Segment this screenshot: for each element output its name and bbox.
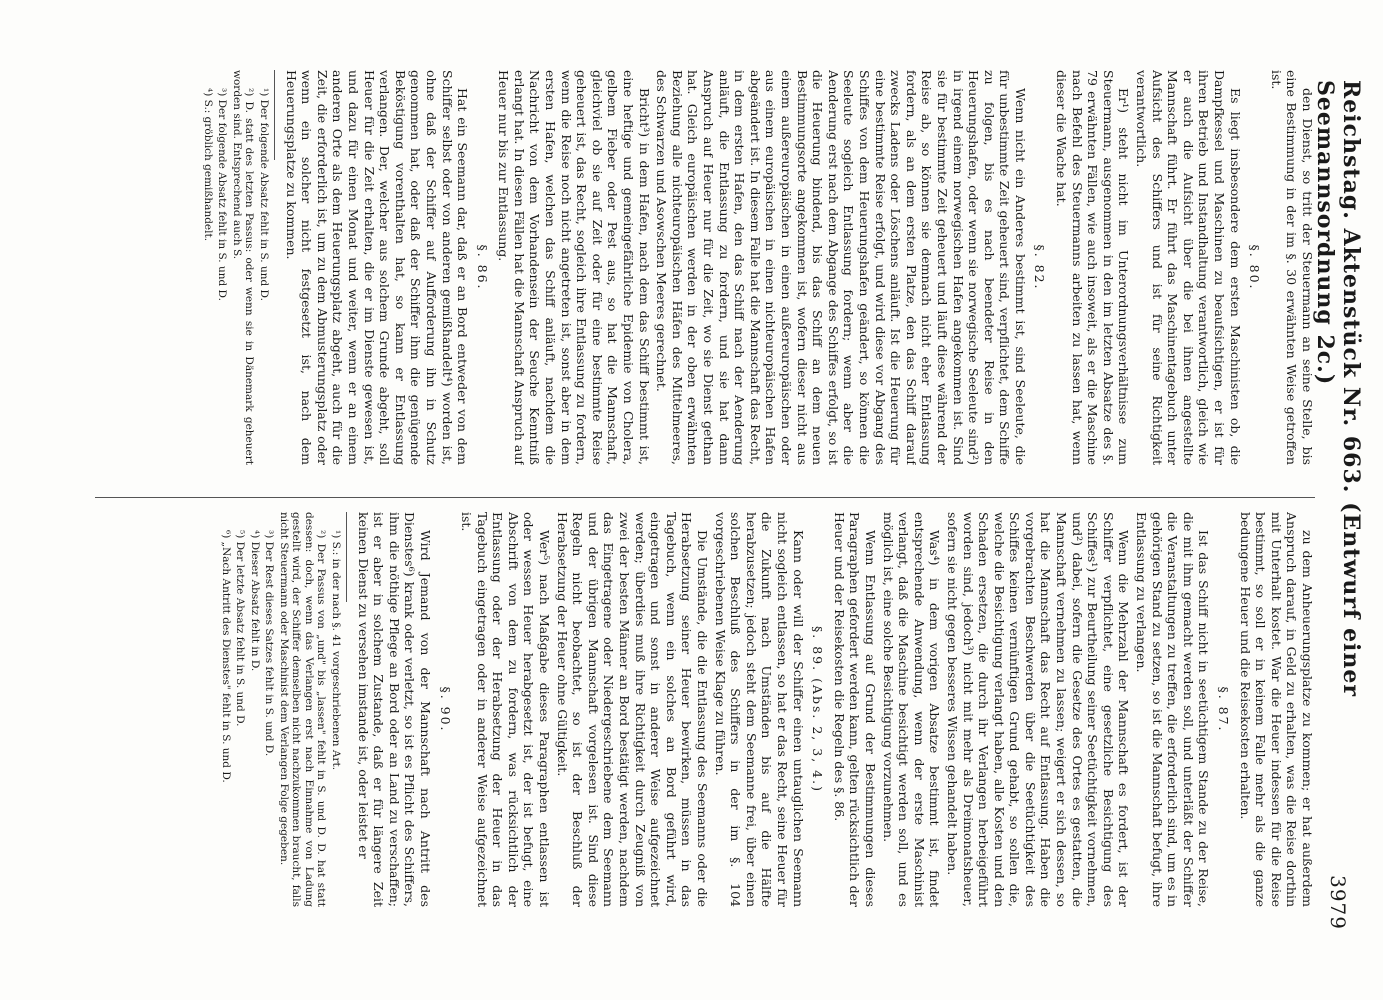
- paragraph: den Dienst, so tritt der Steuermann an seine Stelle, bis eine Bestimmung in der im §. 30 erwähnten Weise getroffen ist.: [1268, 70, 1315, 465]
- paragraph: Bricht³) in dem Hafen, nach dem das Schiff bestimmt ist, eine heftige und gemeingefährliche Epidemie von Cholera, gelbem Fieber oder Pest aus, so hat die Mannschaft, gleichviel ob sie auf Zeit oder für eine bestimmte Reise geheuert ist, das Recht, sogleich ihre Entlassung zu fordern, wenn die Reise noch nicht angetreten ist, sonst aber in dem ersten Hafen, welchen das Schiff anläuft, nachdem die Nachricht von dem Vorhandensein der Seuche Kenntniß erlangt hat. In diesen Fällen hat die Mannschaft Anspruch auf Heuer nur bis zur Entlassung.: [496, 70, 652, 465]
- footnote: ⁵) Der letzte Absatz fehlt in S. und D.: [234, 530, 247, 727]
- column-divider: [95, 497, 1315, 498]
- section-heading: §. 80.: [1247, 244, 1263, 291]
- footnote: ²) Der Passus von „und" bis „lassen" fehlt in S. und D. D. hat statt dessen: doch, wenn das Verlangen erst nach Einnahme von Ladung gestellt wird, der Schiffer demselben nicht nachzukommen braucht, falls nicht Steuermann oder Maschinist dem Verlangen Folge gegeben.: [277, 512, 328, 907]
- left-column: [85, 70, 1315, 465]
- right-column: [85, 512, 1315, 907]
- paragraph: Ist das Schiff nicht in seetüchtigem Stande zu der Reise, die mit ihm gemacht werden soll, und unterläßt der Schiffer die Veranstaltungen zu treffen, die erforderlich sind, um es in gehörigen Stand zu setzen, so ist die Mannschaft befugt, ihre Entlassung zu verlangen.: [1134, 512, 1212, 907]
- page-number: 3979: [1326, 875, 1350, 930]
- section-heading: §. 87.: [1216, 686, 1232, 733]
- paragraph: zu dem Anheuerungsplatze zu kommen; er hat außerdem Anspruch darauf, in Geld zu erhalten, was die Reise dorthin mit Unterhalt kostet. War die Heuer indessen für die Reise bestimmt, so soll er in keinem Falle mehr als die ganze bedungene Heuer und die Reisekosten erhalten.: [1237, 512, 1315, 907]
- section-heading: §. 86.: [474, 244, 490, 291]
- section-heading: §. 89. (Abs. 2, 3, 4.): [810, 626, 826, 793]
- paragraph: Was⁴) in dem vorigen Absatze bestimmt ist, findet entsprechende Anwendung, wenn der erste Maschinist verlangt, daß die Maschine besichtigt werden soll, und es möglich ist, eine solche Besichtigung vorzunehmen.: [880, 512, 943, 907]
- footnote: ¹) Der folgende Absatz fehlt in S. und D.: [258, 88, 270, 301]
- paragraph: Es liegt insbesondere dem ersten Maschinisten ob, die Dampfkessel und Maschinen zu beaufsichtigen, er ist für ihren Betrieb und Instandhaltung verantwortlich, gleich wie er auch die Aufsicht über die bei ihnen angestellte Mannschaft führt. Er führt das Maschinentagebuch unter Aufsicht des Schiffers und ist für seine Richtigkeit verantwortlich.: [1134, 70, 1243, 465]
- footnote: ³) Der folgende Absatz fehlt in S. und D.: [216, 88, 229, 301]
- paragraph: Kann oder will der Schiffer einen untauglichen Seemann nicht sogleich entlassen, so hat er das Recht, seine Heuer für die Zukunft nach Umständen bis auf die Hälfte herabzusetzen; jedoch steht dem Seemanne frei, über einen solchen Beschluß des Schiffers in der im §. 104 vorgeschriebenen Weise Klage zu führen.: [712, 512, 806, 907]
- paragraph: Wenn Entlassung auf Grund der Bestimmungen dieses Paragraphen gefordert werden kann, gelten rücksichtlich der Heuer und der Reisekosten die Regeln des §. 86.: [831, 512, 878, 907]
- paragraph: Wenn nicht ein Anderes bestimmt ist, sind Seeleute, die für unbestimmte Zeit geheuert sind, verpflichtet, dem Schiffe zu folgen, bis es nach beendeter Reise in den Heuerungshafen, oder wenn sie norwegische Seeleute sind²) in irgend einem norwegischen Hafen angekommen ist. Sind sie für bestimmte Zeit geheuert und läuft diese während der Reise ab, so können sie demnach nicht eher Entlassung fordern, als an dem ersten Platze, den das Schiff darauf zwecks Ladens oder Löschens anläuft. Ist die Heuerung für eine bestimmte Reise erfolgt, und wird diese vor Abgang des Schiffes von dem Heuerungshafen geändert, so können die Seeleute sogleich Entlassung fordern; wenn aber die Aenderung erst nach dem Abgange des Schiffes erfolgt, so ist die Heuerung bindend, bis das Schiff an dem neuen Bestimmungsorte angekommen ist, wofern dieser nicht aus einem außereuropäischen in einen außereuropäischen oder aus einem europäischen in einen nichteuropäischen Hafen abgeändert ist. In diesem Falle hat die Mannschaft das Recht, in dem ersten Hafen, den das Schiff nach der Aenderung anläuft, die Entlassung zu fordern, und sie hat dann Anspruch auf Heuer nur für die Zeit, wo sie Dienst gethan hat. Gleich europäischen werden in der oben erwähnten Beziehung alle nichteuropäischen Häfen des Mittelmeeres, des Schwarzen und Asowschen Meeres gerechnet.: [654, 70, 1028, 465]
- footnote: ⁴) S.: gröblich gemißhandelt.: [202, 88, 214, 242]
- footnote-rule: [270, 70, 275, 160]
- section-heading: §. 82.: [1032, 244, 1048, 291]
- footnote: ²) D. statt des letzten Passus: oder wenn sie in Dänemark geheuert worden sind. Entsprechend auch S.: [231, 70, 256, 465]
- footnote: ¹) S.: in der nach §. 41 vorgeschriebenen Art.: [329, 530, 342, 771]
- paragraph: Wer⁵) nach Maßgabe dieses Paragraphen entlassen ist oder wessen Heuer herabgesetzt ist, der ist befugt, eine Abschrift von dem zu fordern, was rücksichtlich der Entlassung oder der Herabsetzung der Heuer in das Tagebuch eingetragen oder in anderer Weise aufgezeichnet ist.: [459, 512, 553, 907]
- footnote: ⁶) „Nach Antritt des Dienstes" fehlt in S. und D.: [219, 530, 232, 783]
- paragraph: Die Umstände, die die Entlassung des Seemanns oder die Herabsetzung seiner Heuer bewirken, müssen in das Tagebuch, wenn ein solches an Bord geführt wird, eingetragen und sonst in anderer Weise aufgezeichnet werden; überdies muß ihre Richtigkeit durch Zeugniß von zwei der besten Männer an Bord bestätigt werden, nachdem das Eingetragene oder Niedergeschriebene dem Seemann und der übrigen Mannschaft vorgelesen ist. Sind diese Regeln nicht beobachtet, so ist der Beschluß der Herabsetzung der Heuer ohne Gültigkeit.: [554, 512, 711, 907]
- page-title: Reichstag. Aktenstück Nr. 663. (Entwurf einer Seemannsordnung 2c.): [1312, 80, 1364, 697]
- paragraph: Wenn die Mehrzahl der Mannschaft es fordert, ist der Schiffer verpflichtet, eine gesetzliche Besichtigung des Schiffes¹) zur Beurtheilung seiner Seetüchtigkeit vornehmen, und²) dabei, sofern die Gesetze des Ortes es gestatten, die Mannschaft vernehmen zu lassen; weigert er sich dessen, so hat die Mannschaft das Recht auf Entlassung. Haben die vorgebrachten Beschwerden über die Seetüchtigkeit des Schiffes keinen vernünftigen Grund gehabt, so sollen die, welche die Besichtigung verlangt haben, alle Kosten und den Schaden ersetzen, die durch ihr Verlangen herbeigeführt worden sind, jedoch³) nicht mit mehr als Dreimonatsheuer, sofern sie nicht gegen besseres Wissen gehandelt haben.: [944, 512, 1132, 907]
- paragraph: Hat ein Seemann dar, daß er an Bord entweder von dem Schiffer selbst oder von anderen gemißhandelt⁴) worden ist, ohne daß der Schiffer auf Aufforderung ihn in Schutz genommen hat, oder daß der Schiffer ihm die genügende Beköstigung vorenthalten hat, so kann er Entlassung verlangen. Der, welcher aus solchem Grunde abgeht, soll Heuer für die Zeit erhalten, die er im Dienste gewesen ist, und dazu für einen Monat und weiter, wenn er an einem anderen Orte als dem Heuerungsplatz abgeht, auch für die Zeit, die erforderlich ist, um zu dem Abmusterungsplatz oder wenn ein solcher nicht festgesetzt ist, nach dem Heuerungsplatze zu kommen.: [283, 70, 471, 465]
- section-heading: §. 90.: [437, 686, 453, 733]
- footnote: ⁴) Dieser Absatz fehlt in D.: [248, 530, 261, 672]
- paragraph: Wird Jemand von der Mannschaft nach Antritt des Dienstes⁶) krank oder verletzt, so ist es Pflicht des Schiffers, ihm die nöthige Pflege an Bord oder an Land zu verschaffen; ist er aber in solchem Zustande, daß er für längere Zeit keinen Dienst zu versehen imstande ist, oder leistet er: [355, 512, 433, 907]
- footnote-rule: [342, 512, 347, 602]
- footnote: ³) Der Rest dieses Satzes fehlt in S. und D.: [263, 530, 276, 757]
- paragraph: Er¹) steht nicht im Unterordnungsverhältnisse zum Steuermann, ausgenommen in den im letzten Absatze des §. 79 erwähnten Fällen, wie auch insoweit, als er die Maschine nach Befehl des Steuermanns arbeiten zu lassen hat, wenn dieser die Wache hat.: [1054, 70, 1132, 465]
- page-header: [1312, 80, 1364, 930]
